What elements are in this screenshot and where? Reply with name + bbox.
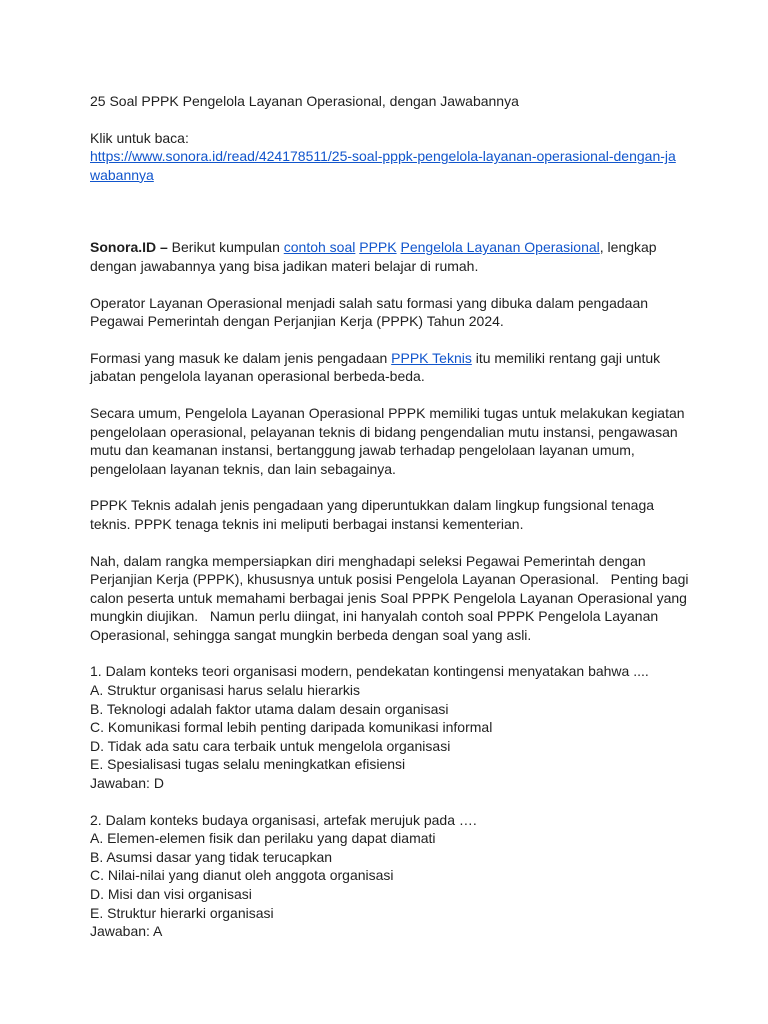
document-title: 25 Soal PPPK Pengelola Layanan Operasional, dengan Jawabannya — [90, 93, 519, 109]
section-spacer — [90, 202, 690, 238]
option-e: E. Spesialisasi tugas selalu meningkatkan efisiensi — [90, 756, 406, 773]
question-text: 2. Dalam konteks budaya organisasi, artefak merujuk pada …. — [90, 811, 477, 828]
option-a: A. Struktur organisasi harus selalu hierarkis — [90, 682, 361, 699]
answer-options — [90, 829, 690, 922]
paragraph-technical: PPPK Teknis adalah jenis pengadaan yang diperuntukkan dalam lingkup fungsional tenaga teknis. PPPK tenaga teknis ini meliputi berbagai instansi kementerian. — [90, 497, 655, 532]
document-page — [90, 92, 693, 941]
option-c: C. Komunikasi formal lebih penting daripada komunikasi informal — [90, 719, 493, 736]
paragraph-salary-after: itu memiliki rentang gaji untuk jabatan pengelola layanan operasional berbeda-beda. — [90, 349, 661, 385]
option-c: C. Nilai-nilai yang dianut oleh anggota organisasi — [90, 867, 394, 884]
option-a: A. Elemen-elemen fisik dan perilaku yang dapat diamati — [90, 830, 436, 847]
answer-options — [90, 681, 690, 774]
paragraph-salary-before: Formasi yang masuk ke dalam jenis pengadaan — [90, 349, 392, 366]
intro-paragraph — [90, 238, 690, 275]
option-d: D. Tidak ada satu cara terbaik untuk mengelola organisasi — [90, 737, 451, 754]
link-pengelola-layanan-operasional[interactable]: Pengelola Layanan Operasional — [400, 239, 600, 256]
link-pppk[interactable]: PPPK — [359, 239, 397, 256]
intro-text-before: Berikut kumpulan — [167, 239, 284, 256]
link-contoh-soal[interactable]: contoh soal — [283, 239, 356, 256]
link-pppk-teknis[interactable]: PPPK Teknis — [391, 349, 472, 366]
paragraph-salary — [90, 349, 690, 386]
question-2 — [90, 811, 690, 941]
answer-key: Jawaban: A — [90, 923, 163, 940]
paragraph-preparation: Nah, dalam rangka mempersiapkan diri menghadapi seleksi Pegawai Pemerintah dengan Perjanjian Kerja (PPPK), khususnya untuk posisi Pengelola Layanan Operasional. Penting bagi calon peserta untuk memahami berbagai jenis Soal PPPK Pengelola Layanan Operasional yang mungkin diujikan. Namun perlu diingat, ini hanyalah contoh soal PPPK Pengelola Layanan Operasional, sehingga sangat mungkin berbeda dengan soal yang asli. — [90, 552, 693, 643]
read-link-section — [90, 129, 690, 185]
question-1 — [90, 662, 690, 792]
question-text: 1. Dalam konteks teori organisasi modern, pendekatan kontingensi menyatakan bahwa .... — [90, 663, 649, 680]
article-url-link[interactable]: https://www.sonora.id/read/424178511/25-soal-pppk-pengelola-layanan-operasional-dengan-jawabannya — [90, 148, 676, 183]
intro-text-after: , lengkap dengan jawabannya yang bisa jadikan materi belajar di rumah. — [90, 239, 657, 274]
option-b: B. Asumsi dasar yang tidak terucapkan — [90, 848, 333, 865]
option-d: D. Misi dan visi organisasi — [90, 886, 252, 902]
read-label: Klik untuk baca: — [90, 129, 189, 146]
paragraph-formation: Operator Layanan Operasional menjadi salah satu formasi yang dibuka dalam pengadaan Pegawai Pemerintah dengan Perjanjian Kerja (PPPK) Tahun 2024. — [90, 294, 649, 330]
option-e: E. Struktur hierarki organisasi — [90, 904, 274, 921]
option-b: B. Teknologi adalah faktor utama dalam desain organisasi — [90, 700, 449, 717]
paragraph-duties: Secara umum, Pengelola Layanan Operasional PPPK memiliki tugas untuk melakukan kegiatan pengelolaan operasional, pelayanan teknis di bidang pengendalian mutu instansi, pengawasan mutu dan keamanan instansi, bertanggung jawab terhadap pengelolaan layanan umum, pengelolaan layanan teknis, dan lain sebagainya. — [90, 404, 685, 477]
answer-key: Jawaban: D — [90, 775, 164, 792]
source-label: Sonora.ID – — [90, 239, 168, 256]
